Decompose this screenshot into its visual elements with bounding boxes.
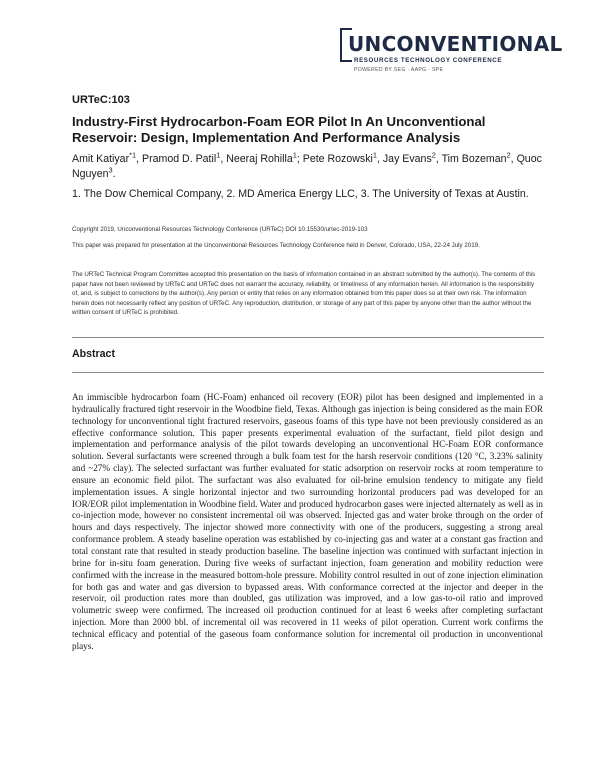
logo-powered-by: POWERED BY SEG · AAPG · SPE	[354, 67, 444, 73]
presentation-notice: This paper was prepared for presentation at the Unconventional Resources Technology Conference held in Denver, Colorado, USA, 22-24 July 2019.	[72, 242, 480, 249]
divider-bottom	[72, 372, 544, 373]
author-list	[72, 152, 542, 182]
logo-wordmark: UNCONVENTIONAL	[348, 32, 563, 56]
author-separator: ,	[220, 153, 227, 165]
author-separator: ,	[136, 153, 143, 165]
divider-top	[72, 337, 544, 338]
author-affiliation-marker: 2	[506, 150, 511, 160]
author-separator: ;	[296, 153, 303, 165]
author-name: Jay Evans	[382, 153, 432, 165]
paper-id: URTeC:103	[72, 94, 130, 106]
abstract-heading: Abstract	[72, 348, 115, 360]
author-name: Neeraj Rohilla	[226, 153, 293, 165]
logo-subtitle: RESOURCES TECHNOLOGY CONFERENCE	[354, 57, 503, 64]
paper-title: Industry-First Hydrocarbon-Foam EOR Pilot In An Unconventional Reservoir: Design, Implementation And Performance Analysis	[72, 114, 486, 145]
author-name: Quoc Nguyen	[72, 153, 542, 180]
copyright-notice: Copyright 2019, Unconventional Resources Technology Conference (URTeC) DOI 10.15530/urtec-2019-103	[72, 226, 368, 233]
abstract-body: An immiscible hydrocarbon foam (HC-Foam) enhanced oil recovery (EOR) pilot has been designed and implemented in a hydraulically fractured tight reservoir in the Woodbine field, Texas. Although gas injection is being considered as the main EOR technology for unconventional tight fractured reservoirs, gaseous foams of this type have not been previously considered as an effective conformance solution. This paper presents experimental evaluation of the surfactant, field pilot design and implementation and performance analysis of the pilot towards developing an unconventional HC-Foam EOR conformance solution. Several surfactants were screened through a bulk foam test for the harsh reservoir conditions (120 °C, 3.23% salinity and ~27% clay). The selected surfactant was further evaluated for static adsorption on reservoir rocks at room temperature to ensure an economic field pilot. The surfactant was also evaluated for oil-brine emulsion tendency to mitigate any field implementation issues. A single horizontal injector and two surrounding horizontal producers pad was developed for an IOR/EOR pilot implementation in Woodbine field. Water and produced hydrocarbon gases were injected alternately as well as in co-injection mode, however no consistent incremental oil was observed. Injected gas and water broke through on the order of hours and days respectively. The injector showed more connectivity with one of the producers, suggesting a strong areal conformance problem. A steady baseline operation was established by co-injecting gas and water at a constant gas fraction and total constant rate that resulted in steady production baseline. The baseline injection was continued with surfactant injection in brine for in-situ foam generation. During five weeks of surfactant injection, foam generation and mobility reduction were confirmed with the increase in the measured bottom-hole pressure. Mobility control resulted in out of zone injection elimination for both gas and water and gas diversion to bypassed areas. With conformance corrected at the injector and deeper in the reservoir, oil production rates more than doubled, gas utilization was improved, and a low gas-to-oil ratio and improved volumetric sweep were confirmed. The increased oil production continued for at least 6 weeks after completing surfactant injection. More than 2000 bbl. of incremental oil was recovered in 11 weeks of pilot operation. Current work confirms the technical efficacy and potential of the gaseous foam conformance solution for incremental oil production in unconventional plays.	[72, 392, 543, 651]
author-name: Amit Katiyar	[72, 153, 130, 165]
author-affiliation-marker: 1	[292, 150, 297, 160]
author-separator: ,	[510, 153, 517, 165]
author-affiliation-marker: 2	[431, 150, 436, 160]
author-name: Pete Rozowski	[302, 153, 373, 165]
author-affiliation-marker: *1	[129, 150, 137, 160]
author-affiliation-marker: 3	[108, 165, 113, 175]
author-name: Tim Bozeman	[441, 153, 507, 165]
author-affiliation-marker: 1	[372, 150, 377, 160]
author-name: Pramod D. Patil	[142, 153, 217, 165]
committee-disclaimer: The URTeC Technical Program Committee accepted this presentation on the basis of information contained in an abstract submitted by the author(s). The contents of this paper have not been reviewed by URTeC and URTeC does not warrant the accuracy, reliability, or timeliness of any information herein. All information is the responsibility of, and, is subject to corrections by the author(s). Any person or entity that relies on any information obtained from this paper does so at their own risk. The information herein does not necessarily reflect any position of URTeC. Any reproduction, distribution, or storage of any part of this paper by anyone other than the author without the written consent of URTeC is prohibited.	[72, 271, 536, 317]
author-separator: ,	[376, 153, 383, 165]
urtec-logo	[340, 26, 563, 82]
author-separator: .	[112, 168, 116, 180]
affiliations: 1. The Dow Chemical Company, 2. MD America Energy LLC, 3. The University of Texas at Austin.	[72, 188, 529, 200]
author-affiliation-marker: 1	[216, 150, 221, 160]
author-separator: ,	[435, 153, 442, 165]
